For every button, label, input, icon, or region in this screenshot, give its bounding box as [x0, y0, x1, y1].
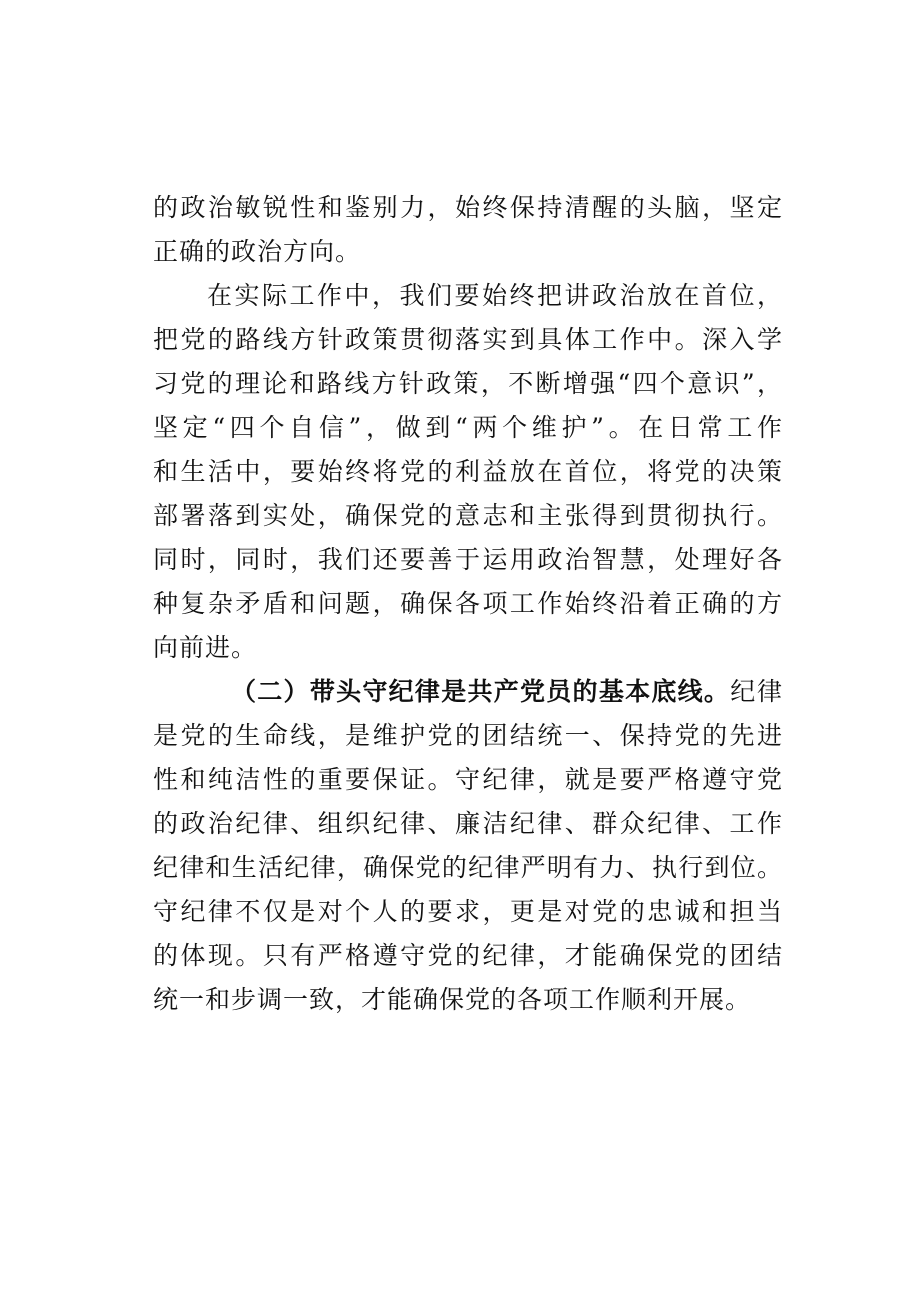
text-line: 性和纯洁性的重要保证。守纪律，就是要严格遵守党 [153, 765, 783, 794]
text-line: 的政治纪律、组织纪律、廉洁纪律、群众纪律、工作 [153, 809, 783, 838]
text-line: 和生活中，要始终将党的利益放在首位，将党的决策 [153, 457, 783, 486]
text-line: 在实际工作中，我们要始终把讲政治放在首位， [207, 281, 783, 310]
paragraph-3 [153, 670, 783, 1022]
text-line: 统一和步调一致，才能确保党的各项工作顺利开展。 [153, 985, 752, 1014]
paragraph-2 [153, 274, 783, 670]
text-line: 种复杂矛盾和问题，确保各项工作始终沿着正确的方 [153, 589, 783, 618]
paragraph-1 [153, 186, 783, 274]
text-line: 向前进。 [153, 633, 258, 662]
section-heading: （二）带头守纪律是共产党员的基本底线。 [231, 677, 731, 706]
text-line: 的体现。只有严格遵守党的纪律，才能确保党的团结 [153, 941, 783, 970]
text-line: 部署落到实处，确保党的意志和主张得到贯彻执行。 [153, 501, 783, 530]
text-line: 纪律和生活纪律，确保党的纪律严明有力、执行到位。 [153, 853, 783, 882]
text-line: 守纪律不仅是对个人的要求，更是对党的忠诚和担当 [153, 897, 783, 926]
text-line: 把党的路线方针政策贯彻落实到具体工作中。深入学 [153, 325, 783, 354]
text-line [153, 670, 783, 714]
text-line: 正确的政治方向。 [153, 237, 362, 266]
text-line: 的政治敏锐性和鉴别力，始终保持清醒的头脑，坚定 [153, 193, 783, 222]
heading-line-rest: 纪律 [730, 677, 783, 706]
text-line: 习党的理论和路线方针政策，不断增强“四个意识”， [153, 369, 783, 398]
text-line: 同时，同时，我们还要善于运用政治智慧，处理好各 [153, 545, 783, 574]
document-body [153, 186, 783, 1022]
text-line: 是党的生命线，是维护党的团结统一、保持党的先进 [153, 721, 783, 750]
text-line: 坚定“四个自信”，做到“两个维护”。在日常工作 [153, 413, 783, 442]
